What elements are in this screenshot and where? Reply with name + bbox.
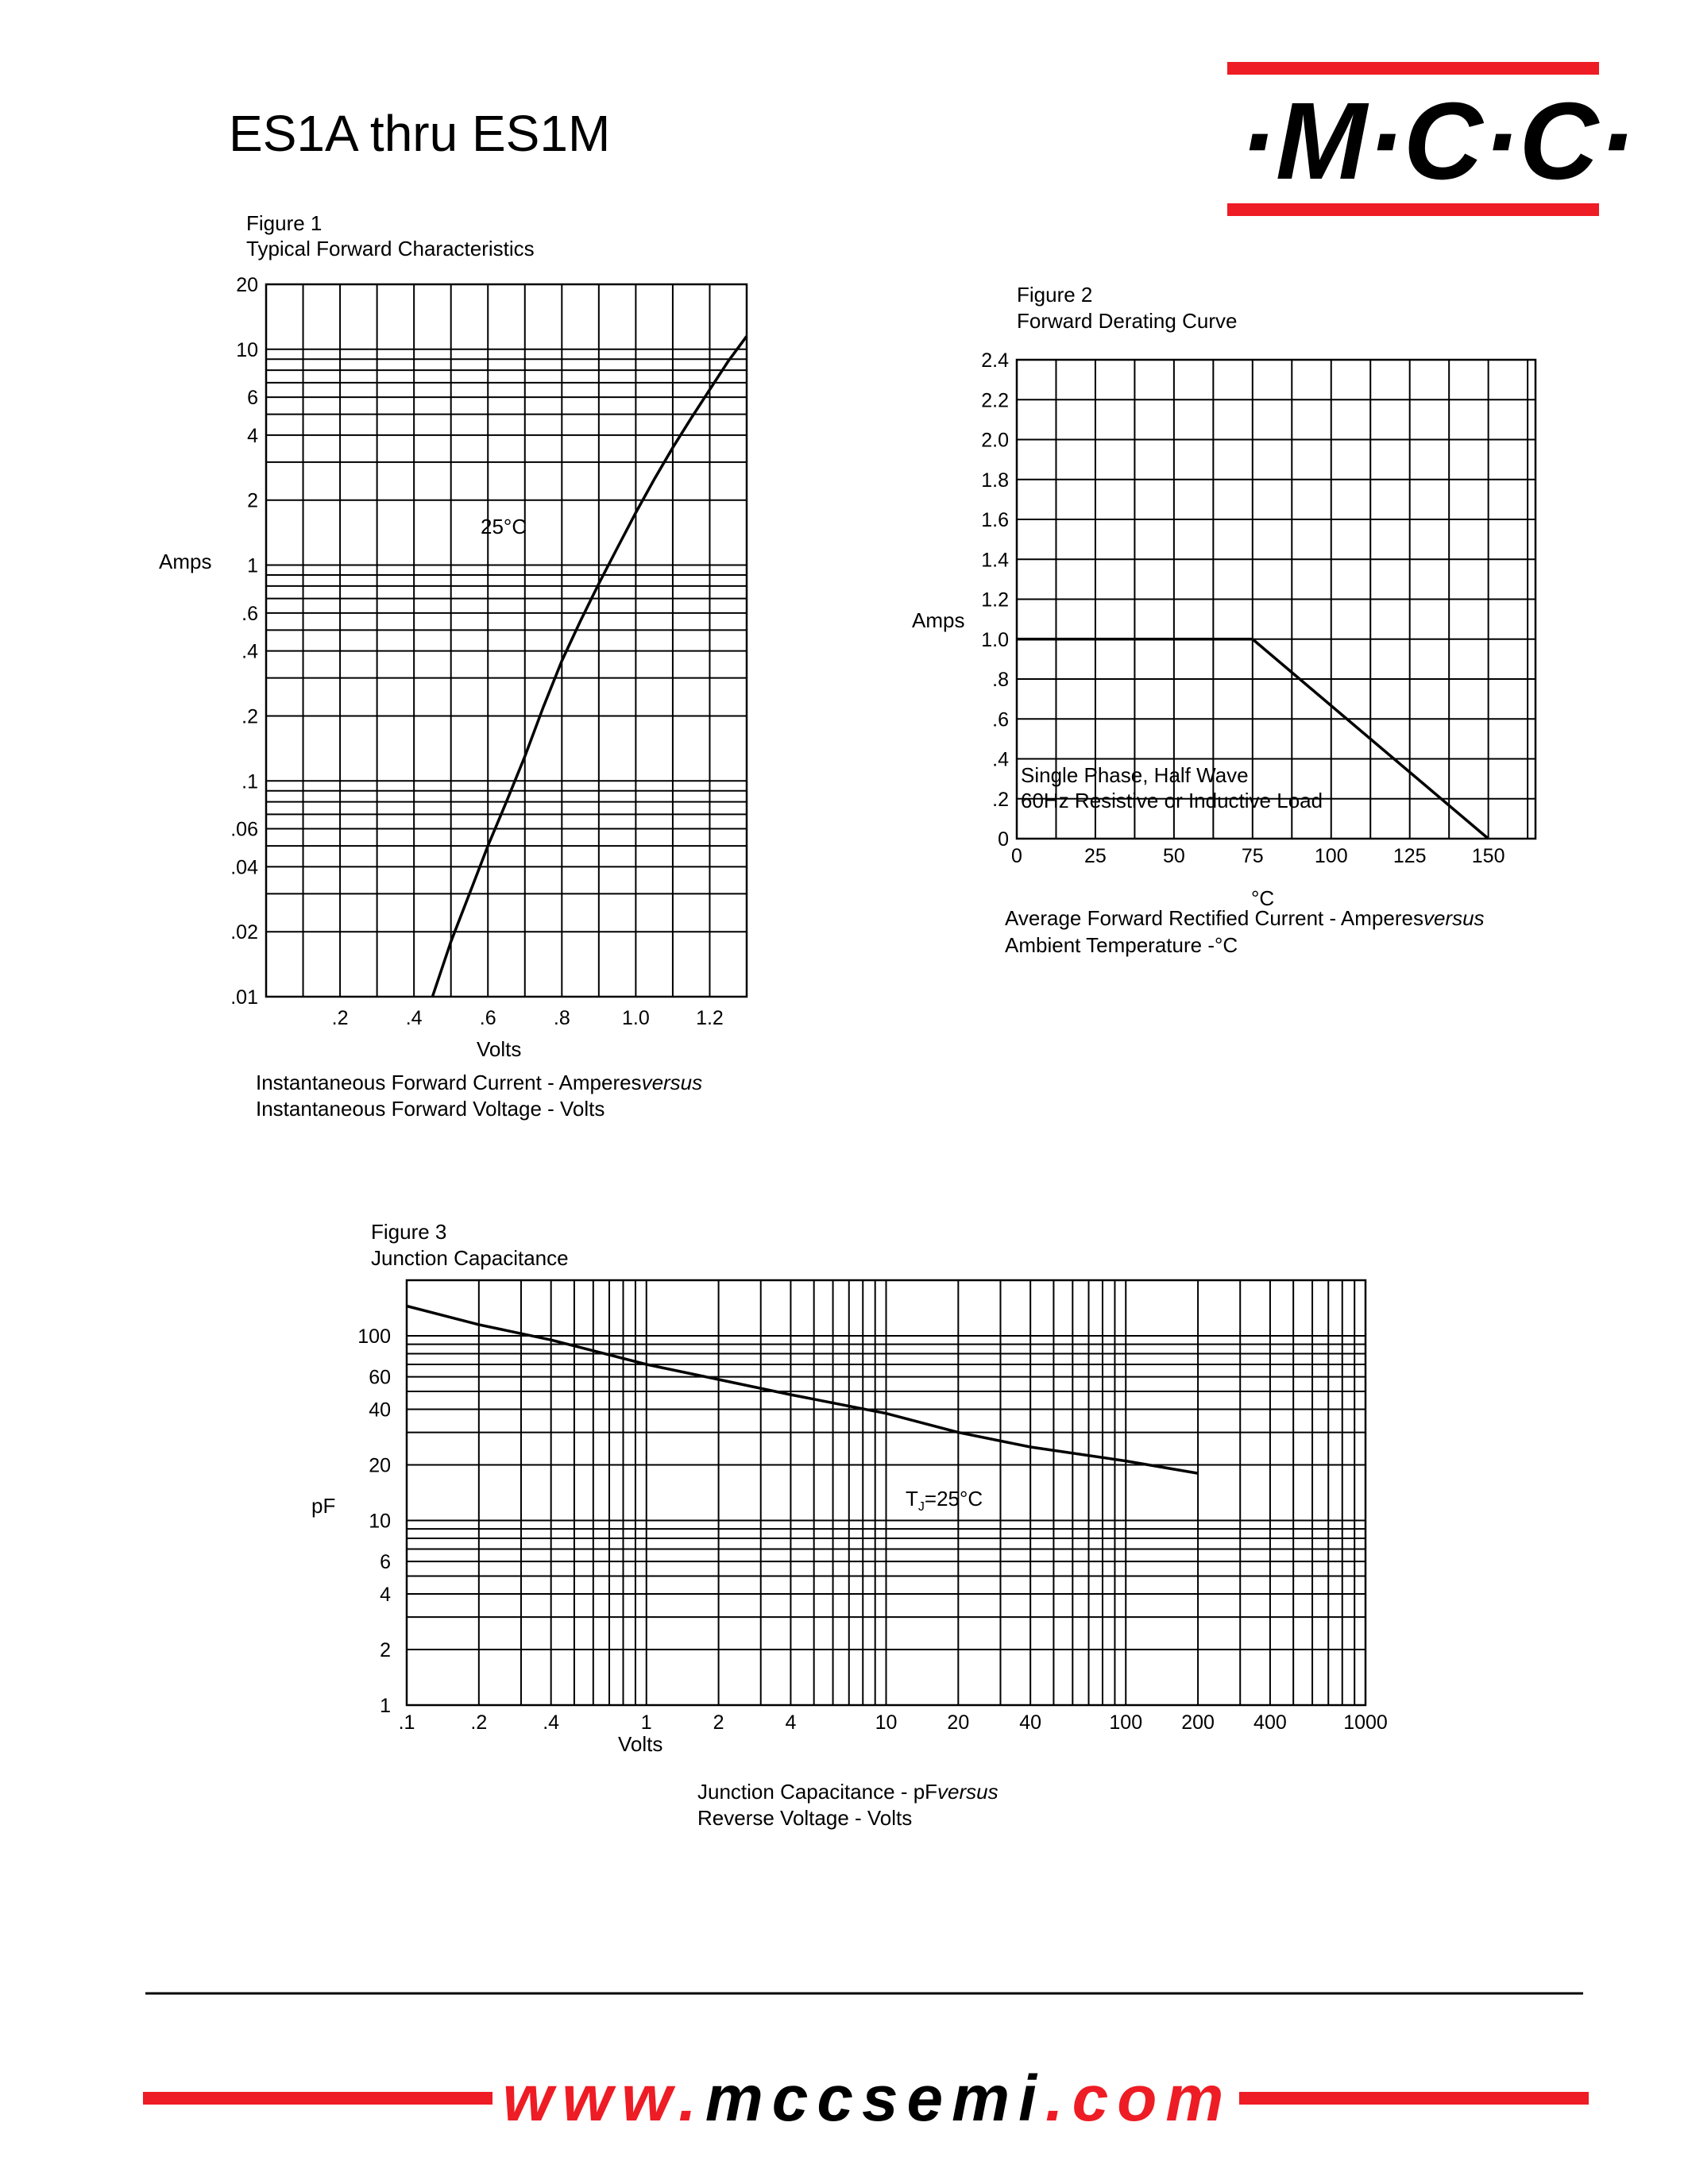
figure-1-y-tick-label: .1 [241,770,258,793]
figure-1-y-tick-label: 4 [247,424,258,447]
document-title: ES1A thru ES1M [229,105,611,162]
logo-top-bar [1227,62,1599,75]
url-suffix: .com [1045,2062,1233,2135]
figure-3-x-tick-label: 2 [713,1711,724,1734]
figure-3-x-ticks [399,1711,1388,1734]
figure-1-y-tick-label: .04 [230,856,258,879]
figure-1-y-tick-label: .06 [230,818,258,841]
figure-1-grid [266,284,747,997]
figure-1-x-tick-label: 1.0 [622,1007,650,1029]
figure-1-y-tick-label: 2 [247,489,258,512]
figure-1-y-tick-label: .6 [241,602,258,625]
figure-1-x-tick-label: 1.2 [696,1007,724,1029]
figure-1-y-ticks [230,274,258,1009]
figure-1-label: Figure 1 [246,211,323,235]
figure-1-y-tick-label: .4 [241,640,258,663]
figure-3-ylabel: pF [311,1494,336,1518]
figure-1-caption-line-2: Instantaneous Forward Voltage - Volts [256,1097,605,1121]
figure-3-y-tick-label: 2 [380,1639,391,1662]
figure-2-xlabel: °C [1251,886,1275,910]
figure-1-x-tick-label: .6 [479,1007,496,1029]
figure-3-x-tick-label: .1 [398,1711,415,1734]
figure-2-ylabel: Amps [912,608,965,632]
figure-3-y-tick-label: 40 [369,1399,391,1422]
figure-3-y-tick-label: 4 [380,1584,391,1607]
figure-2-x-tick-label: 150 [1471,845,1505,867]
figure-2-y-tick-label: 0 [998,828,1009,851]
footer-left-bar [143,2092,492,2105]
figure-3-x-tick-label: 1000 [1343,1711,1388,1734]
figure-2-caption-quantity: Average Forward Rectified Current - Amperes [1005,906,1423,930]
figure-2-x-tick-label: 100 [1314,845,1348,867]
figure-2-label: Figure 2 [1017,283,1093,307]
figure-3-caption-line-1 [697,1780,999,1804]
figure-2-note-2: 60Hz Resistive or Inductive Load [1021,789,1323,812]
figure-3-y-tick-label: 1 [380,1695,391,1717]
figure-1-title: Typical Forward Characteristics [246,237,535,260]
figure-3-x-tick-label: 400 [1253,1711,1287,1734]
figure-3-caption-versus: versus [937,1780,999,1804]
figure-3-grid [407,1280,1365,1705]
figure-2-x-ticks [1011,845,1505,867]
figure-1-caption-quantity: Instantaneous Forward Current - Amperes [256,1071,642,1094]
figure-3-x-tick-label: 1 [640,1711,652,1734]
figure-2-y-tick-label: 1.8 [981,469,1009,492]
figure-1 [159,211,747,1121]
logo-bottom-bar [1227,203,1599,216]
figure-2-y-tick-label: 2.4 [981,349,1009,372]
figure-2-x-tick-label: 50 [1162,845,1185,867]
figure-3 [311,1220,1388,1830]
footer-right-bar [1239,2092,1589,2105]
figure-2-y-tick-label: .2 [992,788,1009,811]
figure-2-title: Forward Derating Curve [1017,309,1238,333]
figure-1-xlabel: Volts [477,1037,522,1061]
figure-3-temp-symbol: T [906,1487,918,1511]
figure-1-y-tick-label: 20 [236,274,258,296]
figure-1-temp-label: 25°C [481,515,527,538]
figure-3-x-tick-label: 100 [1109,1711,1143,1734]
figure-1-x-ticks [332,1007,724,1029]
figure-1-caption-line-1 [256,1071,702,1094]
figure-3-series-tj25c [407,1306,1198,1474]
figure-3-x-tick-label: 40 [1019,1711,1042,1734]
figure-3-temp-subscript: J [917,1500,925,1514]
figure-1-x-tick-label: .8 [553,1007,570,1029]
figure-1-frame [266,284,747,997]
figure-2-y-tick-label: 1.6 [981,509,1009,531]
figure-3-x-tick-label: 4 [785,1711,797,1734]
url-domain: mccsemi [705,2062,1045,2135]
figure-1-y-tick-label: .01 [230,986,258,1009]
figure-2-x-tick-label: 25 [1084,845,1107,867]
figure-3-title: Junction Capacitance [371,1246,569,1270]
figure-3-x-tick-label: .2 [470,1711,488,1734]
figure-2-caption-line-1 [1005,906,1485,930]
figure-3-label: Figure 3 [371,1220,447,1244]
url-prefix: www. [502,2062,705,2135]
figure-3-y-ticks [357,1325,391,1717]
figure-3-x-tick-label: .4 [543,1711,560,1734]
figure-2-y-tick-label: 1.0 [981,628,1009,651]
figure-2-y-ticks [981,349,1009,851]
figure-2-y-tick-label: 2.2 [981,389,1009,412]
figure-3-y-tick-label: 100 [357,1325,391,1348]
figure-1-x-tick-label: .2 [331,1007,349,1029]
figure-1-y-tick-label: .02 [230,921,258,944]
figure-2-note-1: Single Phase, Half Wave [1021,763,1249,787]
figure-2-y-tick-label: .6 [992,708,1009,731]
figure-2 [912,283,1535,957]
figure-3-y-tick-label: 20 [369,1454,391,1477]
figure-1-y-tick-label: 6 [247,387,258,410]
figure-1-y-tick-label: 10 [236,338,258,361]
figure-3-caption-line-2: Reverse Voltage - Volts [697,1806,913,1830]
figure-2-x-tick-label: 125 [1393,845,1427,867]
figure-1-ylabel: Amps [159,550,212,573]
figure-2-y-tick-label: .8 [992,669,1009,691]
figure-2-y-tick-label: 2.0 [981,429,1009,452]
figure-3-temp-value: =25°C [924,1487,983,1511]
website-url[interactable] [503,2062,1233,2135]
figure-3-y-tick-label: 60 [369,1366,391,1389]
figure-2-caption-line-2: Ambient Temperature -°C [1005,933,1238,957]
figure-3-xlabel: Volts [618,1732,663,1756]
figure-3-x-tick-label: 20 [947,1711,970,1734]
figure-3-y-tick-label: 6 [380,1551,391,1574]
figure-2-y-tick-label: 1.2 [981,588,1009,612]
figure-1-y-tick-label: .2 [241,705,258,728]
mcc-logo: ·M·C·C· [1239,80,1636,203]
figure-3-temp-label [906,1487,983,1514]
figure-3-x-tick-label: 200 [1181,1711,1215,1734]
figure-2-caption-versus: versus [1423,906,1485,930]
figure-3-x-tick-label: 10 [875,1711,898,1734]
figure-2-x-tick-label: 0 [1011,845,1022,867]
figure-2-x-tick-label: 75 [1241,845,1264,867]
figure-1-y-tick-label: 1 [247,554,258,577]
figure-1-caption-versus: versus [641,1071,703,1094]
figure-2-y-tick-label: .4 [992,748,1009,771]
figure-1-x-tick-label: .4 [405,1007,423,1029]
figure-2-y-tick-label: 1.4 [981,549,1009,572]
figure-3-caption-quantity: Junction Capacitance - pF [697,1780,938,1804]
figure-3-y-tick-label: 10 [369,1510,391,1533]
